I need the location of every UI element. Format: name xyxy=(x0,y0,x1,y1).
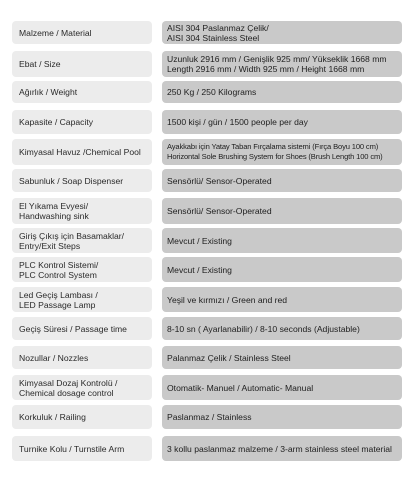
spec-value: 1500 kişi / gün / 1500 people per day xyxy=(162,110,402,134)
spec-value: Mevcut / Existing xyxy=(162,228,402,253)
spec-row-handwashing-sink xyxy=(0,198,416,224)
spec-row-nozzles xyxy=(0,346,416,369)
spec-label: Kapasite / Capacity xyxy=(12,110,152,134)
spec-value: Paslanmaz / Stainless xyxy=(162,405,402,429)
spec-row-entry-exit-steps xyxy=(0,228,416,253)
spec-row-size xyxy=(0,51,416,77)
spec-value: 250 Kg / 250 Kilograms xyxy=(162,81,402,103)
spec-value: Mevcut / Existing xyxy=(162,257,402,282)
spec-label: Turnike Kolu / Turnstile Arm xyxy=(12,436,152,461)
spec-label: El Yıkama Evyesi/ Handwashing sink xyxy=(12,198,152,224)
spec-row-railing xyxy=(0,405,416,429)
spec-label: Korkuluk / Railing xyxy=(12,405,152,429)
spec-value: Uzunluk 2916 mm / Genişlik 925 mm/ Yükseklik 1668 mm Length 2916 mm / Width 925 mm / Height 1668 mm xyxy=(162,51,402,77)
spec-label: Led Geçiş Lambası / LED Passage Lamp xyxy=(12,287,152,312)
spec-row-weight xyxy=(0,81,416,103)
spec-value: Otomatik- Manuel / Automatic- Manual xyxy=(162,375,402,400)
spec-value: Ayakkabı için Yatay Taban Fırçalama sistemi (Fırça Boyu 100 cm) Horizontal Sole Brushing System for Shoes (Brush Length 100 cm) xyxy=(162,139,402,165)
spec-value: 3 kollu paslanmaz malzeme / 3-arm stainless steel material xyxy=(162,436,402,461)
spec-row-chemical-dosage xyxy=(0,375,416,400)
spec-label: PLC Kontrol Sistemi/ PLC Control System xyxy=(12,257,152,282)
spec-row-passage-time xyxy=(0,317,416,340)
spec-value: Sensörlü/ Sensor-Operated xyxy=(162,198,402,224)
spec-label: Sabunluk / Soap Dispenser xyxy=(12,169,152,192)
spec-label: Kimyasal Dozaj Kontrolü / Chemical dosage control xyxy=(12,375,152,400)
spec-label: Malzeme / Material xyxy=(12,21,152,44)
spec-label: Kimyasal Havuz /Chemical Pool xyxy=(12,139,152,165)
spec-label: Ebat / Size xyxy=(12,51,152,77)
spec-value: Palanmaz Çelik / Stainless Steel xyxy=(162,346,402,369)
spec-row-capacity xyxy=(0,110,416,134)
spec-row-material xyxy=(0,21,416,44)
spec-row-led-lamp xyxy=(0,287,416,312)
spec-row-plc-control xyxy=(0,257,416,282)
spec-label: Giriş Çıkış için Basamaklar/ Entry/Exit Steps xyxy=(12,228,152,253)
spec-label: Ağırlık / Weight xyxy=(12,81,152,103)
spec-row-turnstile-arm xyxy=(0,436,416,461)
spec-value: AISI 304 Paslanmaz Çelik/ AISI 304 Stainless Steel xyxy=(162,21,402,44)
spec-label: Nozullar / Nozzles xyxy=(12,346,152,369)
spec-row-chemical-pool xyxy=(0,139,416,165)
spec-row-soap-dispenser xyxy=(0,169,416,192)
spec-label: Geçiş Süresi / Passage time xyxy=(12,317,152,340)
spec-value: Sensörlü/ Sensor-Operated xyxy=(162,169,402,192)
spec-value: Yeşil ve kırmızı / Green and red xyxy=(162,287,402,312)
spec-value: 8-10 sn ( Ayarlanabilir) / 8-10 seconds (Adjustable) xyxy=(162,317,402,340)
